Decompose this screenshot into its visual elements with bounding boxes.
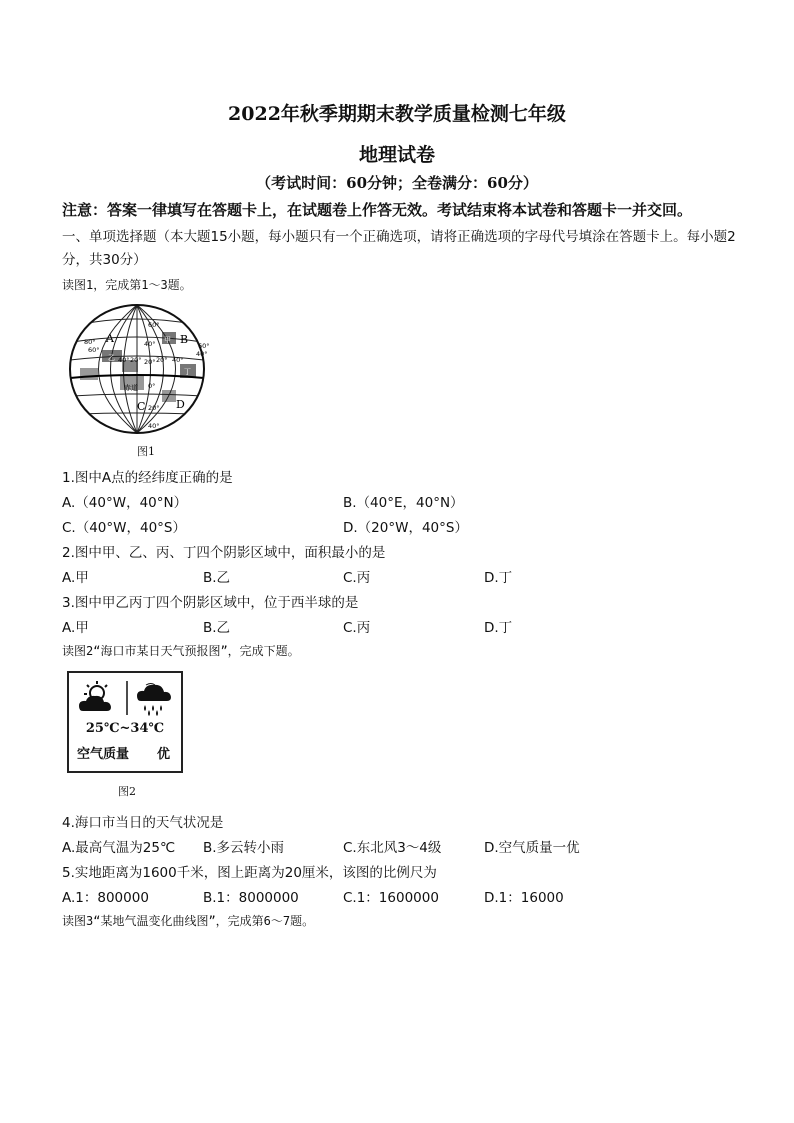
svg-text:20°: 20° — [148, 404, 160, 412]
svg-text:60°: 60° — [198, 342, 210, 350]
svg-text:40°: 40° — [148, 422, 160, 430]
svg-text:20°: 20° — [156, 356, 168, 364]
svg-text:40°: 40° — [144, 340, 156, 348]
svg-text:40°: 40° — [118, 356, 130, 364]
q5-option-c: C.1：1600000 — [343, 890, 439, 906]
q4-option-d: D.空气质量一优 — [484, 840, 580, 856]
read-fig1-instruction: 读图1，完成第1～3题。 — [62, 278, 192, 292]
svg-text:丁: 丁 — [184, 368, 191, 376]
svg-text:60°: 60° — [148, 321, 160, 329]
read-fig3-instruction: 读图3“某地气温变化曲线图”，完成第6～7题。 — [62, 914, 315, 928]
weather-forecast-box — [67, 671, 183, 773]
q5-option-d: D.1：16000 — [484, 890, 564, 906]
q1-option-b: B.（40°E，40°N） — [343, 495, 464, 511]
partly-cloudy-icon — [79, 681, 111, 711]
q4-option-c: C.东北风3～4级 — [343, 840, 442, 856]
q1-option-c: C.（40°W，40°S） — [62, 520, 186, 536]
exam-info: （考试时间：60分钟；全卷满分：60分） — [256, 174, 538, 192]
svg-text:0°: 0° — [148, 382, 156, 390]
air-quality-value: 优 — [157, 747, 171, 762]
svg-text:C: C — [137, 400, 146, 413]
q3-option-d: D.丁 — [484, 620, 513, 636]
q5-option-a: A.1：800000 — [62, 890, 149, 906]
svg-text:甲: 甲 — [164, 336, 171, 344]
svg-text:80°: 80° — [84, 338, 96, 346]
svg-text:A: A — [106, 332, 114, 345]
svg-text:B: B — [180, 333, 189, 346]
fig1-caption: 图1 — [137, 445, 155, 458]
question-1-stem: 1.图中A点的经纬度正确的是 — [62, 470, 233, 486]
q4-option-a: A.最高气温为25℃ — [62, 840, 176, 856]
q2-option-c: C.丙 — [343, 570, 371, 586]
q2-option-d: D.丁 — [484, 570, 513, 586]
svg-text:乙: 乙 — [108, 354, 115, 362]
air-quality-label: 空气质量 — [77, 747, 130, 762]
question-5-stem: 5.实地距离为1600千米，图上距离为20厘米，该图的比例尺为 — [62, 865, 437, 881]
q5-option-b: B.1：8000000 — [203, 890, 299, 906]
exam-title: 2022年秋季期期末教学质量检测七年级 — [228, 103, 566, 125]
section-heading: 一、单项选择题（本大题15小题，每小题只有一个正确选项，请将正确选项的字母代号填涂在答题卡上。每小题2分，共30分） — [62, 229, 736, 268]
globe-figure — [62, 302, 212, 442]
svg-text:20°: 20° — [130, 356, 142, 364]
exam-notice: 注意：答案一律填写在答题卡上，在试题卷上作答无效。考试结束将本试卷和答题卡一并交回。 — [62, 201, 693, 219]
temperature-range: 25℃~34℃ — [85, 721, 165, 736]
svg-text:40°: 40° — [172, 356, 184, 364]
svg-text:赤道: 赤道 — [124, 384, 138, 392]
question-2-stem: 2.图中甲、乙、丙、丁四个阴影区域中，面积最小的是 — [62, 545, 386, 561]
q1-option-d: D.（20°W，40°S） — [343, 520, 468, 536]
svg-text:20°: 20° — [144, 358, 156, 366]
q2-option-b: B.乙 — [203, 570, 231, 586]
q2-option-a: A.甲 — [62, 570, 89, 586]
question-4-stem: 4.海口市当日的天气状况是 — [62, 815, 224, 831]
svg-text:60°: 60° — [88, 346, 100, 354]
q3-option-a: A.甲 — [62, 620, 89, 636]
svg-text:D: D — [176, 398, 185, 411]
svg-text:40°: 40° — [196, 350, 208, 358]
read-fig2-instruction: 读图2“海口市某日天气预报图”，完成下题。 — [62, 644, 300, 658]
fig2-caption: 图2 — [118, 785, 136, 798]
question-3-stem: 3.图中甲乙丙丁四个阴影区域中，位于西半球的是 — [62, 595, 359, 611]
q3-option-b: B.乙 — [203, 620, 231, 636]
light-rain-icon — [137, 684, 171, 717]
q3-option-c: C.丙 — [343, 620, 371, 636]
q4-option-b: B.多云转小雨 — [203, 840, 285, 856]
subject-title: 地理试卷 — [358, 144, 435, 166]
q1-option-a: A.（40°W，40°N） — [62, 495, 188, 511]
